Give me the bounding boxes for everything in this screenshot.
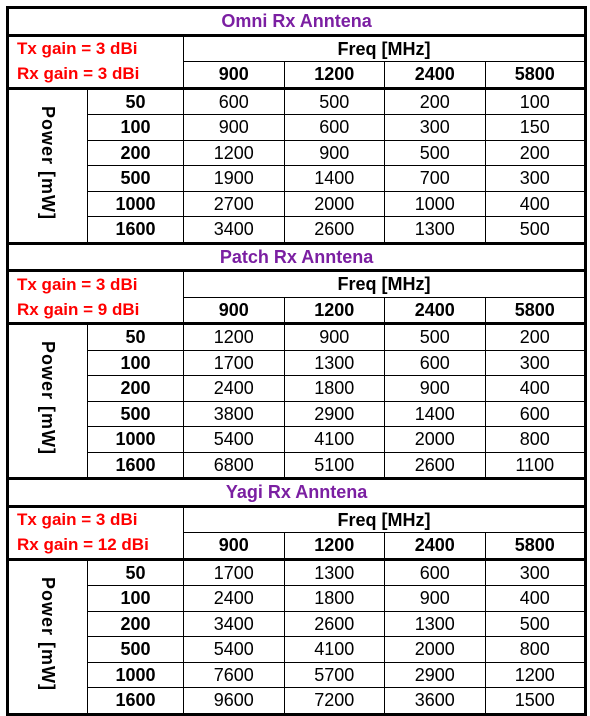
- omni-freq-row: [8, 62, 586, 89]
- yagi-freq-1: 1200: [284, 533, 385, 560]
- patch-freq-row: [8, 297, 586, 324]
- range-cell: 800: [485, 637, 586, 663]
- range-cell: 100: [485, 88, 586, 115]
- power-value: 200: [88, 376, 184, 402]
- table-row: [8, 637, 586, 663]
- yagi-freq-0: 900: [184, 533, 285, 560]
- power-value: 200: [88, 140, 184, 166]
- range-cell: 1700: [184, 559, 285, 586]
- yagi-freq-3: 5800: [485, 533, 586, 560]
- range-cell: 1200: [485, 662, 586, 688]
- power-value: 100: [88, 350, 184, 376]
- range-cell: 5400: [184, 637, 285, 663]
- range-cell: 900: [385, 586, 486, 612]
- range-cell: 3400: [184, 611, 285, 637]
- table-row: [8, 401, 586, 427]
- omni-power-label: Power [mW]: [38, 105, 58, 220]
- yagi-power-axis: [8, 559, 88, 714]
- range-cell: 700: [385, 166, 486, 192]
- patch-freq-2: 2400: [385, 297, 486, 324]
- patch-section-title: Patch Rx Anntena: [8, 243, 586, 271]
- yagi-freq-label: Freq [MHz]: [184, 506, 586, 533]
- table-row: [8, 217, 586, 244]
- range-cell: 500: [284, 88, 385, 115]
- table-row: [8, 586, 586, 612]
- omni-freq-1: 1200: [284, 62, 385, 89]
- range-cell: 1800: [284, 586, 385, 612]
- range-cell: 4100: [284, 427, 385, 453]
- table-row: [8, 559, 586, 586]
- power-value: 1000: [88, 191, 184, 217]
- omni-freq-0: 900: [184, 62, 285, 89]
- range-cell: 6800: [184, 452, 285, 479]
- range-cell: 900: [284, 140, 385, 166]
- range-cell: 150: [485, 115, 586, 141]
- range-cell: 2000: [385, 637, 486, 663]
- range-cell: 600: [385, 350, 486, 376]
- range-cell: 600: [284, 115, 385, 141]
- range-cell: 1700: [184, 350, 285, 376]
- range-cell: 1300: [284, 559, 385, 586]
- power-value: 50: [88, 88, 184, 115]
- table-row: [8, 140, 586, 166]
- range-cell: 3600: [385, 688, 486, 715]
- table-row: [8, 427, 586, 453]
- range-cell: 1200: [184, 140, 285, 166]
- power-value: 200: [88, 611, 184, 637]
- range-cell: 7600: [184, 662, 285, 688]
- range-cell: 1400: [284, 166, 385, 192]
- range-cell: 400: [485, 586, 586, 612]
- range-cell: 2700: [184, 191, 285, 217]
- power-value: 1000: [88, 427, 184, 453]
- patch-freq-1: 1200: [284, 297, 385, 324]
- patch-tx-gain: Tx gain = 3 dBi: [8, 271, 184, 298]
- omni-rx-gain: Rx gain = 3 dBi: [8, 62, 184, 89]
- range-cell: 2600: [385, 452, 486, 479]
- power-value: 100: [88, 586, 184, 612]
- omni-section-title: Omni Rx Anntena: [8, 8, 586, 36]
- table-row: [8, 115, 586, 141]
- range-cell: 1100: [485, 452, 586, 479]
- range-cell: 400: [485, 376, 586, 402]
- range-cell: 800: [485, 427, 586, 453]
- yagi-section-title: Yagi Rx Anntena: [8, 479, 586, 507]
- patch-freq-0: 900: [184, 297, 285, 324]
- patch-freq-3: 5800: [485, 297, 586, 324]
- range-cell: 3800: [184, 401, 285, 427]
- range-cell: 1000: [385, 191, 486, 217]
- range-cell: 1900: [184, 166, 285, 192]
- table-row: [8, 688, 586, 715]
- power-value: 100: [88, 115, 184, 141]
- table-row: [8, 350, 586, 376]
- table-row: [8, 88, 586, 115]
- power-value: 1600: [88, 688, 184, 715]
- range-cell: 2600: [284, 611, 385, 637]
- range-cell: 1500: [485, 688, 586, 715]
- range-cell: 900: [184, 115, 285, 141]
- power-value: 50: [88, 324, 184, 351]
- omni-freq-label: Freq [MHz]: [184, 35, 586, 62]
- range-cell: 300: [485, 166, 586, 192]
- range-cell: 600: [184, 88, 285, 115]
- range-cell: 200: [485, 324, 586, 351]
- range-cell: 7200: [284, 688, 385, 715]
- yagi-title-row: [8, 479, 586, 507]
- table-row: [8, 452, 586, 479]
- range-cell: 1200: [184, 324, 285, 351]
- range-cell: 4100: [284, 637, 385, 663]
- range-cell: 500: [385, 324, 486, 351]
- yagi-rx-gain: Rx gain = 12 dBi: [8, 533, 184, 560]
- range-cell: 300: [485, 350, 586, 376]
- range-cell: 500: [385, 140, 486, 166]
- power-value: 1000: [88, 662, 184, 688]
- range-cell: 600: [485, 401, 586, 427]
- range-cell: 5100: [284, 452, 385, 479]
- table-row: [8, 376, 586, 402]
- range-cell: 2600: [284, 217, 385, 244]
- range-cell: 500: [485, 217, 586, 244]
- range-cell: 300: [485, 559, 586, 586]
- patch-power-axis: [8, 324, 88, 479]
- yagi-header-row: [8, 506, 586, 533]
- range-cell: 2900: [385, 662, 486, 688]
- range-cell: 1300: [284, 350, 385, 376]
- table-row: [8, 662, 586, 688]
- range-cell: 5400: [184, 427, 285, 453]
- table-row: [8, 191, 586, 217]
- patch-freq-label: Freq [MHz]: [184, 271, 586, 298]
- range-cell: 2400: [184, 586, 285, 612]
- power-value: 1600: [88, 452, 184, 479]
- range-cell: 5700: [284, 662, 385, 688]
- omni-header-row: [8, 35, 586, 62]
- table-row: [8, 611, 586, 637]
- range-cell: 1300: [385, 611, 486, 637]
- range-cell: 400: [485, 191, 586, 217]
- range-cell: 900: [385, 376, 486, 402]
- range-cell: 2000: [385, 427, 486, 453]
- power-value: 500: [88, 166, 184, 192]
- range-cell: 1800: [284, 376, 385, 402]
- yagi-freq-2: 2400: [385, 533, 486, 560]
- range-cell: 300: [385, 115, 486, 141]
- range-cell: 500: [485, 611, 586, 637]
- range-table: [6, 6, 587, 716]
- power-value: 500: [88, 401, 184, 427]
- patch-power-label: Power [mW]: [38, 341, 58, 456]
- patch-title-row: [8, 243, 586, 271]
- omni-power-axis: [8, 88, 88, 243]
- omni-title-row: [8, 8, 586, 36]
- range-cell: 1300: [385, 217, 486, 244]
- table-row: [8, 324, 586, 351]
- range-cell: 600: [385, 559, 486, 586]
- omni-tx-gain: Tx gain = 3 dBi: [8, 35, 184, 62]
- yagi-freq-row: [8, 533, 586, 560]
- range-table-body: [8, 8, 586, 715]
- power-value: 50: [88, 559, 184, 586]
- range-cell: 2400: [184, 376, 285, 402]
- patch-rx-gain: Rx gain = 9 dBi: [8, 297, 184, 324]
- range-cell: 1400: [385, 401, 486, 427]
- range-cell: 9600: [184, 688, 285, 715]
- yagi-power-label: Power [mW]: [38, 576, 58, 691]
- range-cell: 3400: [184, 217, 285, 244]
- range-cell: 900: [284, 324, 385, 351]
- range-cell: 2900: [284, 401, 385, 427]
- omni-freq-3: 5800: [485, 62, 586, 89]
- range-cell: 2000: [284, 191, 385, 217]
- range-cell: 200: [385, 88, 486, 115]
- range-cell: 200: [485, 140, 586, 166]
- yagi-tx-gain: Tx gain = 3 dBi: [8, 506, 184, 533]
- power-value: 1600: [88, 217, 184, 244]
- patch-header-row: [8, 271, 586, 298]
- table-row: [8, 166, 586, 192]
- power-value: 500: [88, 637, 184, 663]
- omni-freq-2: 2400: [385, 62, 486, 89]
